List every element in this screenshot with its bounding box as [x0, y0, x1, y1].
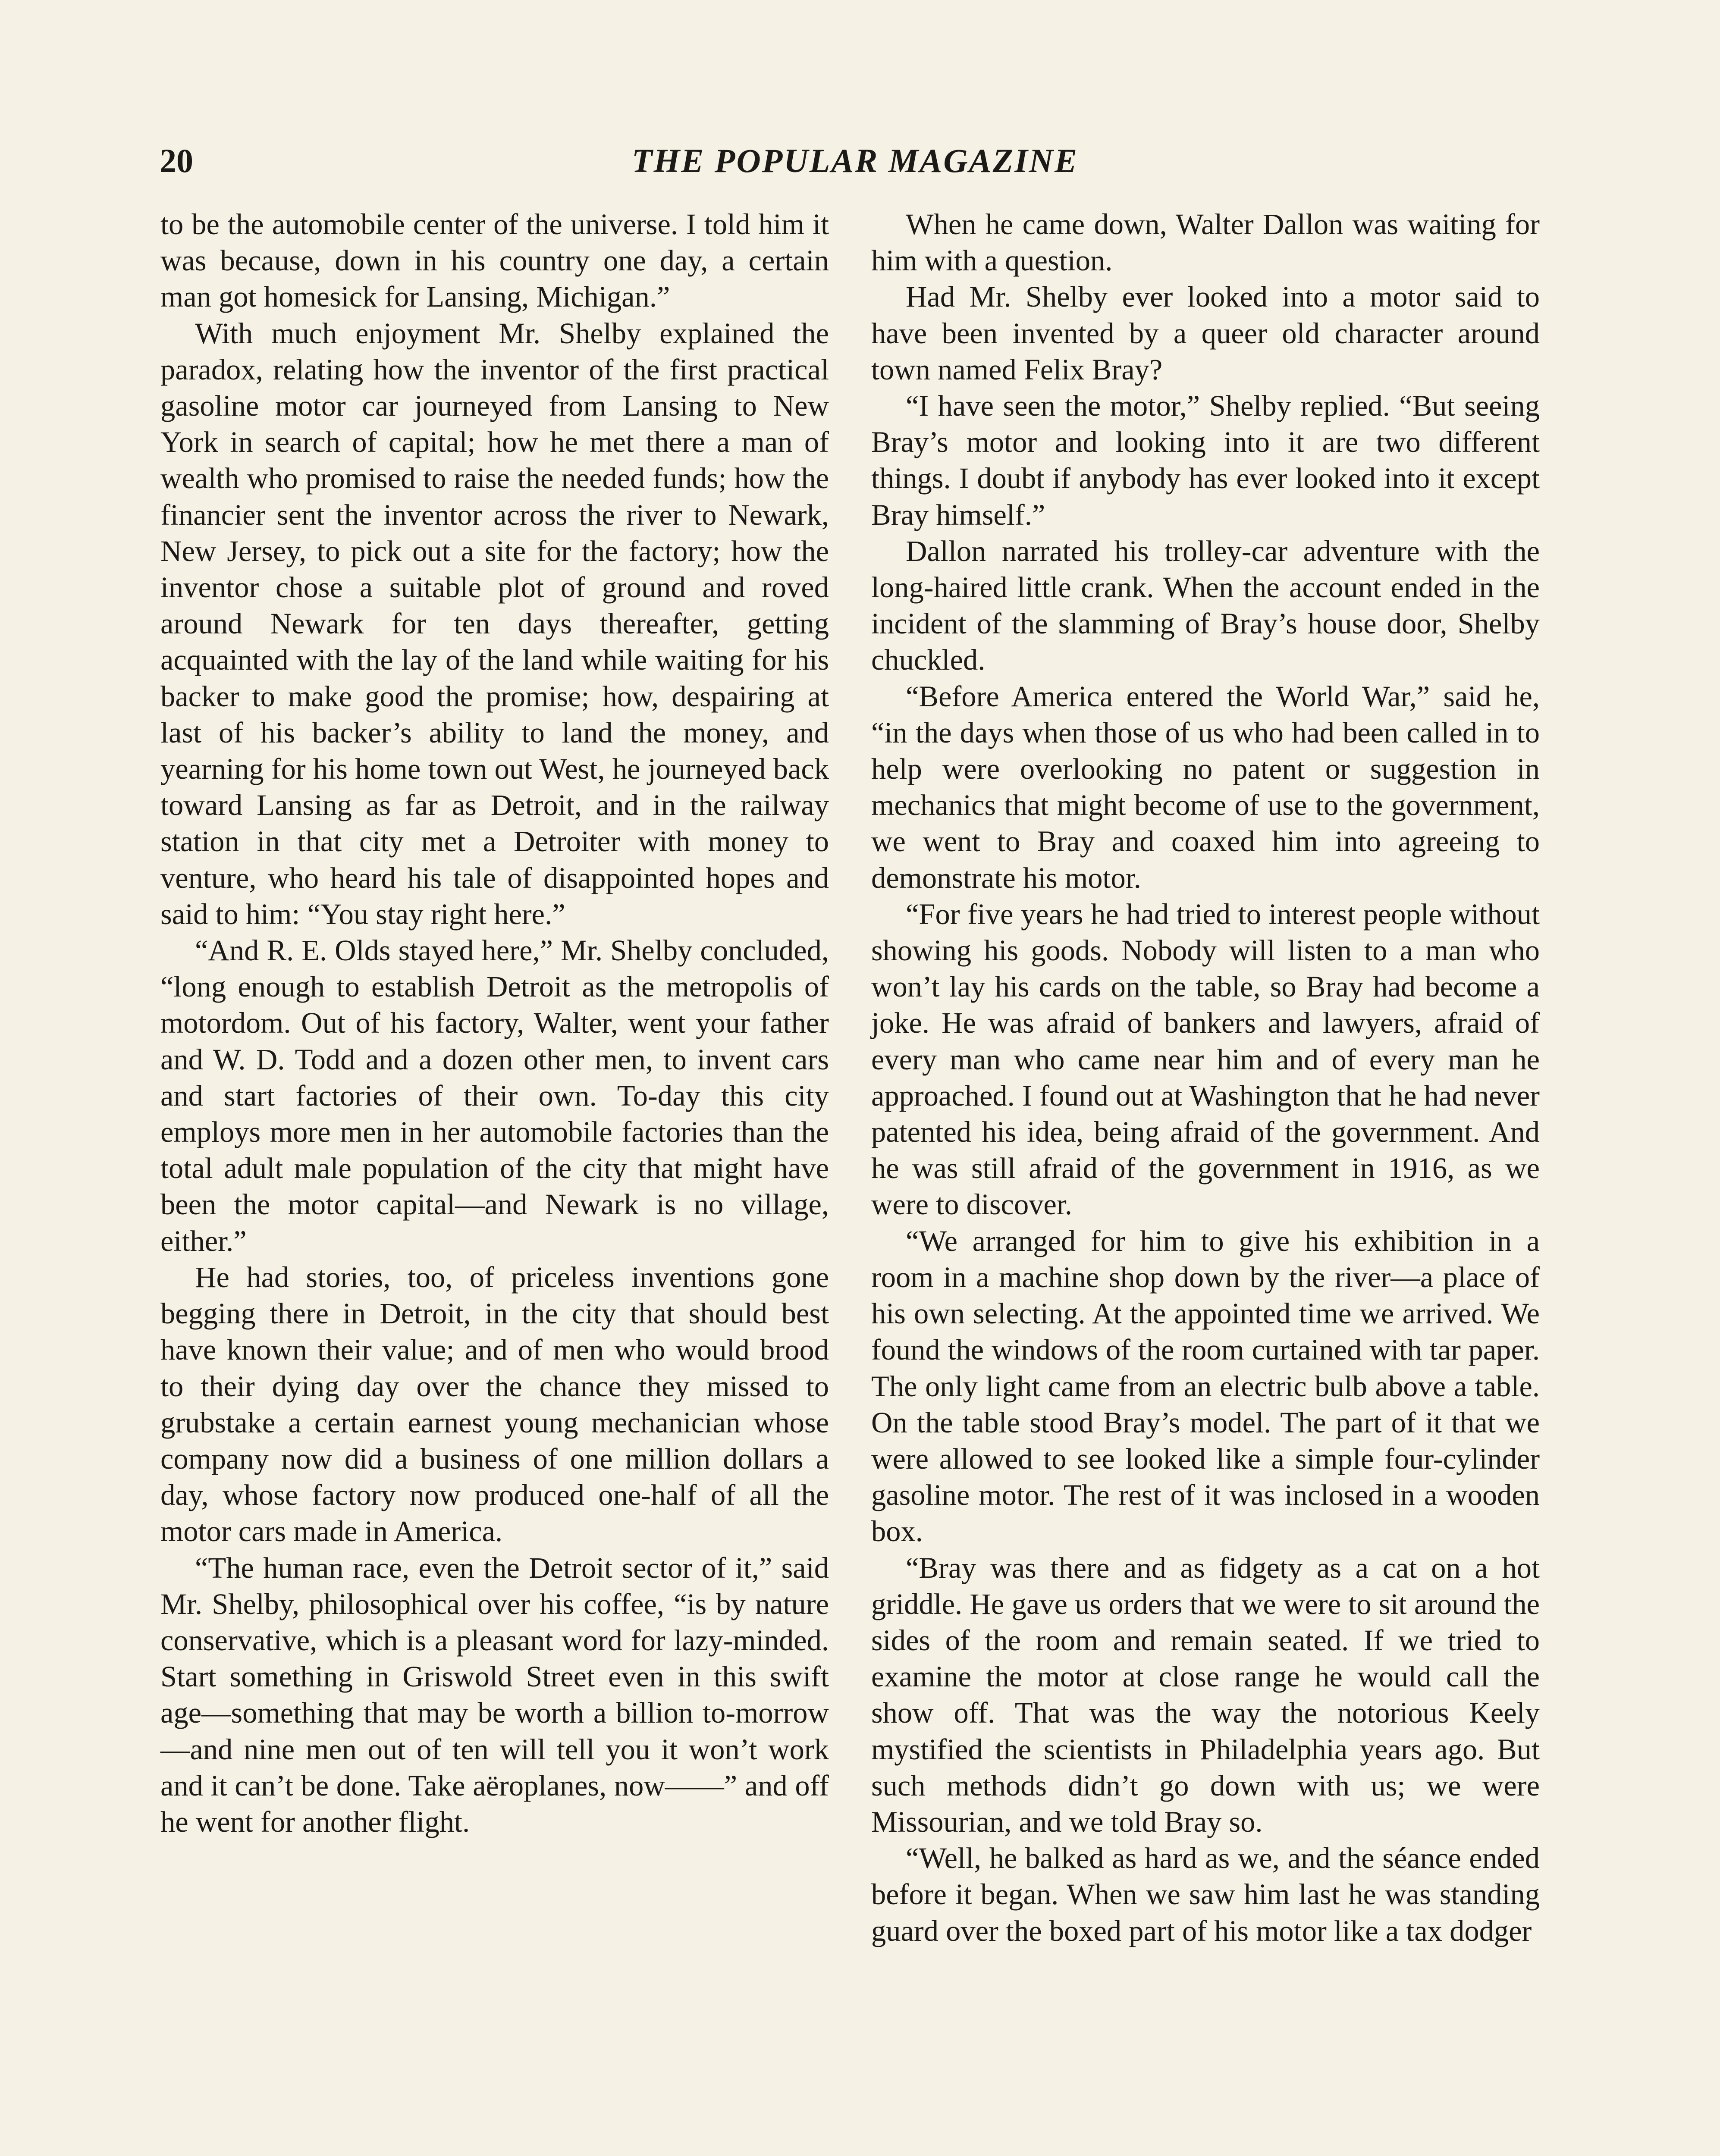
- paragraph: “We arranged for him to give his exhibition in a room in a machine shop down by the river—a place of his own selecting. At the appointed time we arrived. We found the windows of the room curtained with tar paper. The only light came from an electric bulb above a table. On the table stood Bray’s model. The part of it that we were allowed to see looked like a simple four-cylinder gasoline motor. The rest of it was inclosed in a wooden box.: [871, 1224, 1540, 1548]
- paragraph: Dallon narrated his trolley-car adventure with the long-haired little crank. When the account ended in the incident of the slamming of Bray’s house door, Shelby chuckled.: [871, 534, 1540, 677]
- paragraph: “For five years he had tried to interest people without showing his goods. Nobody will listen to a man who won’t lay his cards on the table, so Bray had become a joke. He was afraid of bankers and lawyers, afraid of every man who came near him and of every man he approached. I found out at Washington that he had never patented his idea, being afraid of the government. And he was still afraid of the government in 1916, as we were to discover.: [871, 897, 1540, 1221]
- paragraph: “Before America entered the World War,” said he, “in the days when those of us who had been called in to help were overlooking no patent or suggestion in mechanics that might become of use to the government, we went to Bray and coaxed him into agreeing to demonstrate his motor.: [871, 680, 1540, 894]
- paragraph: to be the automobile center of the universe. I told him it was because, down in his country one day, a certain man got homesick for Lansing, Michigan.”: [160, 208, 829, 313]
- left-column: [160, 206, 829, 1840]
- paragraph: “Bray was there and as fidgety as a cat on a hot griddle. He gave us orders that we were to sit around the sides of the room and remain seated. If we tried to examine the motor at close range he would call the show off. That was the way the notorious Keely mystified the scientists in Philadelphia years ago. But such methods didn’t go down with us; we were Missourian, and we told Bray so.: [871, 1551, 1540, 1838]
- paragraph: “And R. E. Olds stayed here,” Mr. Shelby concluded, “long enough to establish Detroit as the metropolis of motordom. Out of his factory, Walter, went your father and W. D. Todd and a dozen other men, to invent cars and start factories of their own. To-day this city employs more men in her automobile factories than the total adult male population of the city that might have been the motor capital—and Newark is no village, either.”: [160, 934, 829, 1257]
- paragraph: “The human race, even the Detroit sector of it,” said Mr. Shelby, philosophical over his coffee, “is by nature conservative, which is a pleasant word for lazy-minded. Start something in Griswold Street even in this swift age—something that may be worth a billion to-morrow—and nine men out of ten will tell you it won’t work and it can’t be done. Take aëroplanes, now——” and off he went for another flight.: [160, 1551, 829, 1838]
- paragraph: Had Mr. Shelby ever looked into a motor said to have been invented by a queer old character around town named Felix Bray?: [871, 280, 1540, 386]
- paragraph: “Well, he balked as hard as we, and the séance ended before it began. When we saw him last he was standing guard over the boxed part of his motor like a tax dodger: [871, 1842, 1540, 1947]
- paragraph: With much enjoyment Mr. Shelby explained the paradox, relating how the inventor of the first practical gasoline motor car journeyed from Lansing to New York in search of capital; how he met there a man of wealth who promised to raise the needed funds; how the financier sent the inventor across the river to Newark, New Jersey, to pick out a site for the factory; how the inventor chose a suitable plot of ground and roved around Newark for ten days thereafter, getting acquainted with the lay of the land while waiting for his backer to make good the promise; how, despairing at last of his backer’s ability to land the money, and yearning for his home town out West, he journeyed back toward Lansing as far as Detroit, and in the railway station in that city met a Detroiter with money to venture, who heard his tale of disappointed hopes and said to him: “You stay right here.”: [160, 317, 829, 931]
- paragraph: “I have seen the motor,” Shelby replied. “But seeing Bray’s motor and looking into it are two different things. I doubt if anybody has ever looked into it except Bray himself.”: [871, 389, 1540, 531]
- right-column: [871, 206, 1540, 1949]
- magazine-title: THE POPULAR MAGAZINE: [631, 142, 1079, 179]
- paragraph: When he came down, Walter Dallon was waiting for him with a question.: [871, 208, 1540, 277]
- page-header: [160, 137, 1551, 185]
- paragraph: He had stories, too, of priceless inventions gone begging there in Detroit, in the city that should best have known their value; and of men who would brood to their dying day over the chance they missed to grubstake a certain earnest young mechanician whose company now did a business of one million dollars a day, whose factory now produced one-half of all the motor cars made in America.: [160, 1260, 829, 1548]
- page-number: 20: [160, 142, 193, 179]
